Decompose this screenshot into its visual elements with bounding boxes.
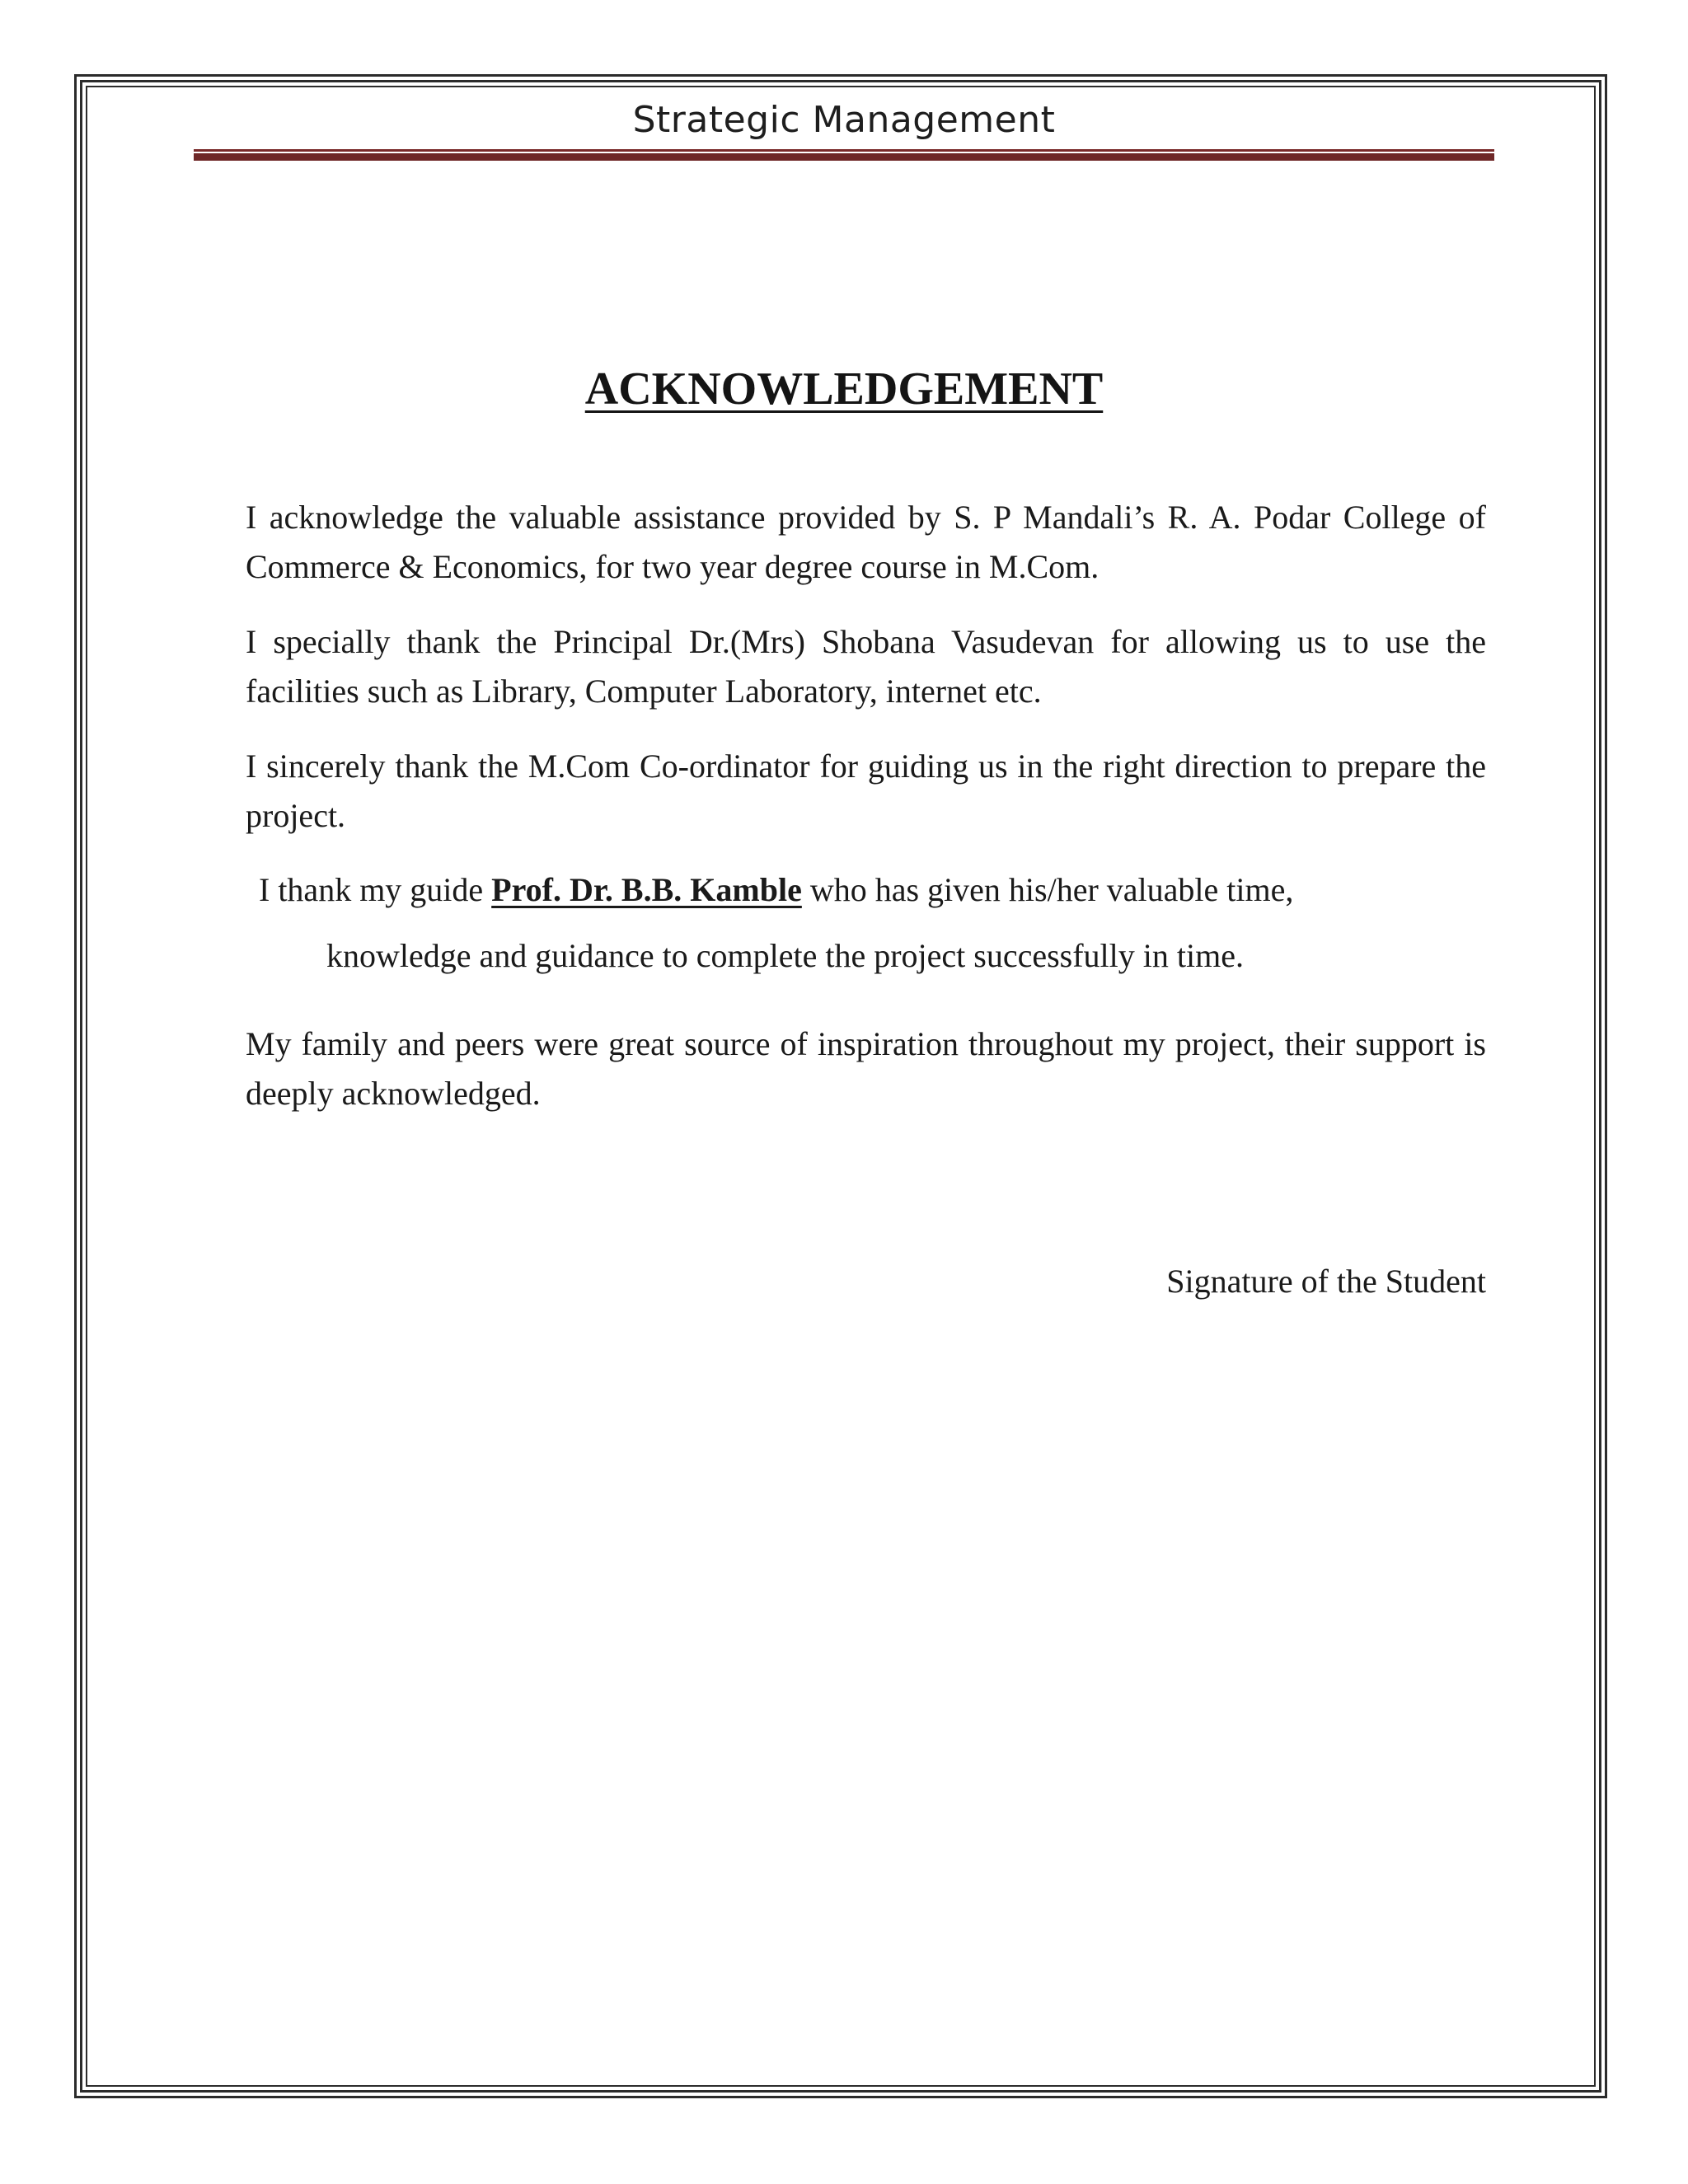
guide-suffix: who has given his/her valuable time, [801, 871, 1294, 908]
header-rule-thick-line [194, 153, 1494, 161]
guide-prefix: I thank my guide [259, 871, 492, 908]
page-title: ACKNOWLEDGEMENT [584, 363, 1104, 415]
header-rule-thin-line [194, 149, 1494, 152]
paragraph-college: I acknowledge the valuable assistance provided by S. P Mandali’s R. A. Podar College of Commerce & Economics, for two year degree course in M.Com. [246, 499, 1486, 585]
signature-label: Signature of the Student [1166, 1263, 1486, 1300]
header-rule [194, 149, 1494, 161]
paragraph-principal: I specially thank the Principal Dr.(Mrs) Shobana Vasudevan for allowing us to use the facilities such as Library, Computer Laboratory, internet etc. [246, 623, 1486, 710]
running-header-title: Strategic Management [632, 99, 1056, 141]
paragraph-coordinator: I sincerely thank the M.Com Co-ordinator for guiding us in the right direction to prepare the project. [246, 748, 1486, 834]
paragraph-guide-line-2: knowledge and guidance to complete the project successfully in time. [326, 937, 1244, 974]
guide-name: Prof. Dr. B.B. Kamble [491, 871, 802, 908]
paragraph-family: My family and peers were great source of inspiration throughout my project, their support is deeply acknowledged. [246, 1025, 1486, 1112]
paragraph-guide-line-1 [259, 865, 1293, 915]
